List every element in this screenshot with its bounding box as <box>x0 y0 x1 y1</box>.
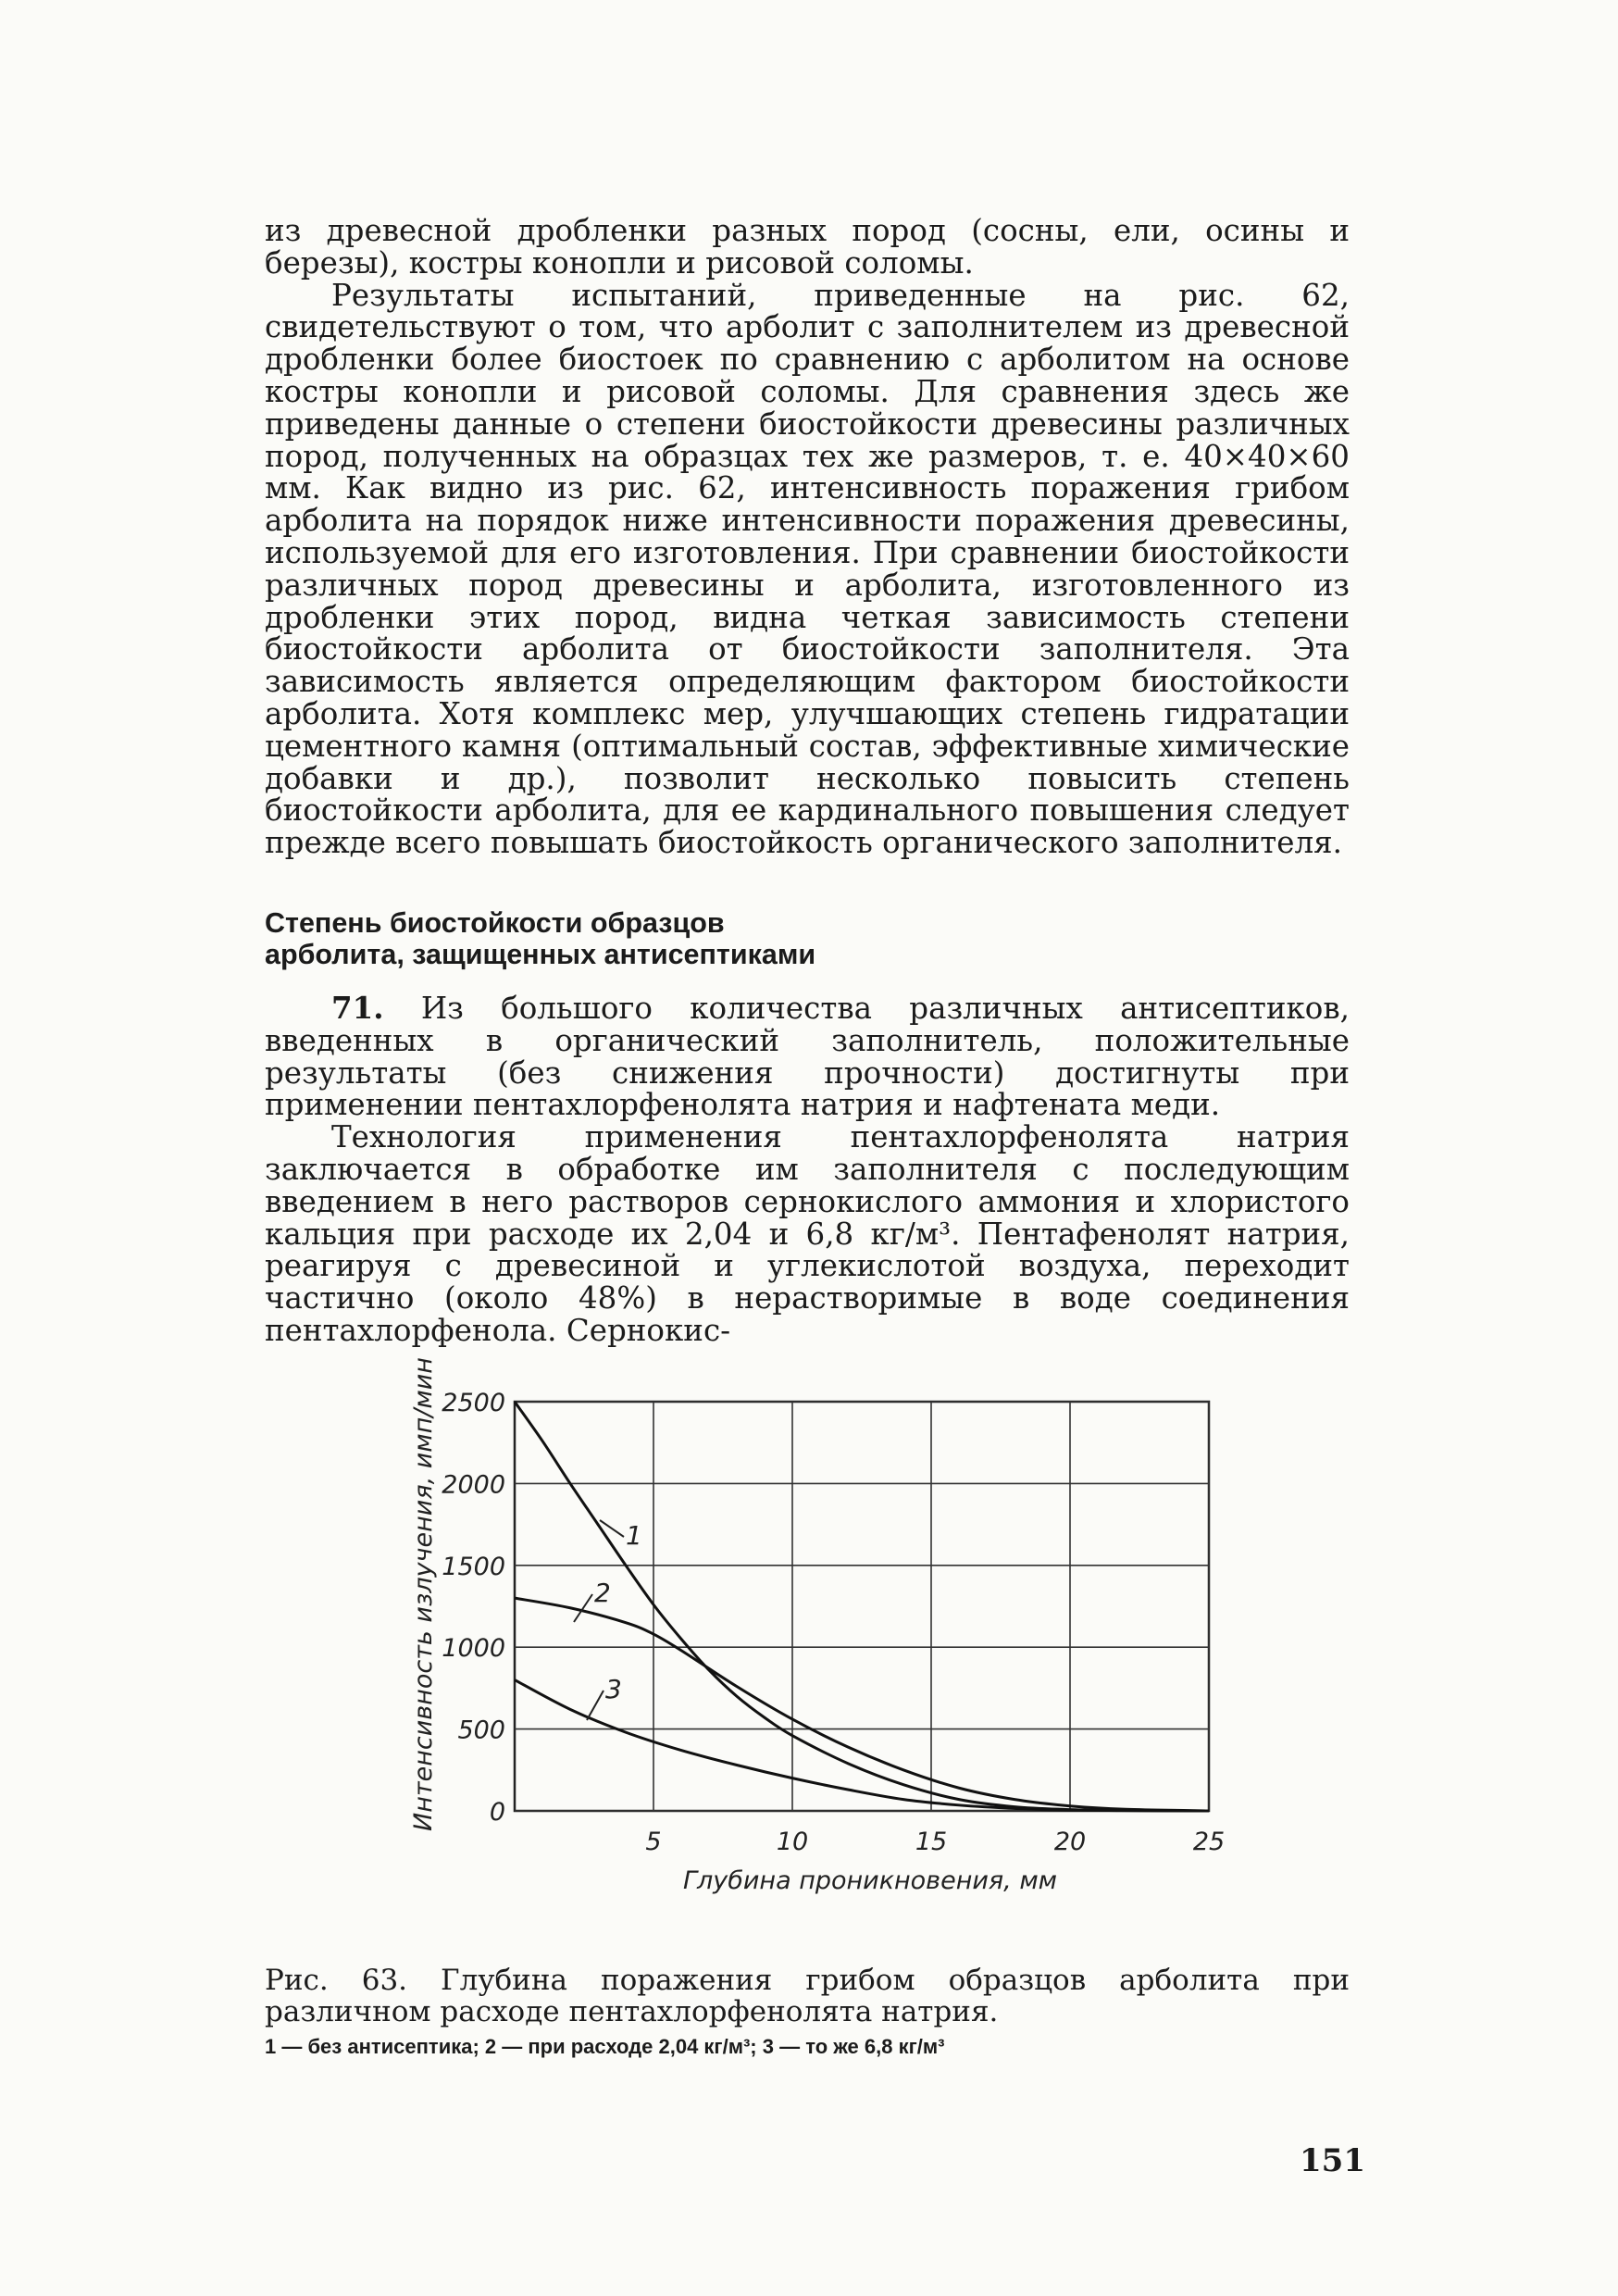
section-heading-line1: Степень биостойкости образцов <box>265 907 725 939</box>
paragraph-continuation: из древесной дробленки разных пород (сосны, ели, осины и березы), костры конопли и рисовой соломы. <box>265 213 1350 281</box>
paragraph-antiseptics-text: Из большого количества различных антисептиков, введенных в органический заполнитель, положительные результаты (без снижения прочности) достигнуты при применении пентахлорфенолята натрия и нафтената меди. <box>265 991 1350 1123</box>
curve-series-2 <box>515 1598 1209 1811</box>
curve-label-2: 2 <box>594 1578 611 1608</box>
x-tick-label-15: 15 <box>915 1828 948 1856</box>
paragraph-technology: Технология применения пентахлорфенолята натрия заключается в обработке им заполнителя с последующим введением в него растворов сернокислого аммония и хлористого кальция при расходе их 2,04 и 6,8 кг/м³. Пентафенолят натрия, реагируя с древесиной и углекислотой воздуха, переходит частично (около 48%) в нерастворимые в воде соединения пентахлорфенола. Сернокис- <box>265 1119 1350 1348</box>
page-number: 151 <box>1300 2142 1365 2179</box>
section-heading-line2: арболита, защищенных антисептиками <box>265 939 816 970</box>
figure-caption <box>265 1965 1350 2061</box>
y-tick-label-2500: 2500 <box>442 1389 505 1417</box>
plot-frame <box>515 1402 1209 1811</box>
x-tick-label-5: 5 <box>645 1828 662 1856</box>
curve-leader-3 <box>587 1691 604 1720</box>
x-axis-label: Глубина проникновения, мм <box>682 1866 1058 1895</box>
chart-curves <box>515 1402 1209 1811</box>
x-tick-label-10: 10 <box>776 1828 809 1856</box>
y-tick-label-500: 500 <box>457 1716 505 1745</box>
y-axis-label: Интенсивность излучения, имп/мин <box>409 1357 438 1831</box>
y-tick-label-2000: 2000 <box>442 1470 505 1500</box>
chart-grid <box>515 1402 1209 1811</box>
y-tick-label-1000: 1000 <box>442 1634 505 1664</box>
caption-legend: 1 — без антисептика; 2 — при расходе 2,04 кг/м³; 3 — то же 6,8 кг/м³ <box>265 2035 945 2058</box>
curve-label-1: 1 <box>626 1520 642 1551</box>
y-tick-label-0: 0 <box>489 1798 505 1827</box>
curve-series-1 <box>515 1402 1209 1811</box>
curve-label-3: 3 <box>605 1674 622 1704</box>
paragraph-results: Результаты испытаний, приведенные на рис. 62, свидетельствуют о том, что арболит с заполнителем из древесной дробленки более биостоек по сравнению с арболитом на основе костры конопли и рисовой соломы. Для сравнения здесь же приведены данные о степени биостойкости древесины различных пород, полученных на образцах тех же размеров, т. е. 40×40×60 мм. Как видно из рис. 62, интенсивность поражения грибом арболита на порядок ниже интенсивности поражения древесины, используемой для его изготовления. При сравнении биостойкости различных пород древесины и арболита, изготовленного из дробленки этих пород, видна четкая зависимость степени биостойкости арболита от биостойкости заполнителя. Эта зависимость является определяющим фактором биостойкости арболита. Хотя комплекс мер, улучшающих степень гидратации цементного камня (оптимальный состав, эффективные химические добавки и др.), позволит несколько повысить степень биостойкости арболита, для ее кардинального повышения следует прежде всего повышать биостойкость органического заполнителя. <box>265 277 1350 861</box>
section-number: 71. <box>331 990 384 1026</box>
x-tick-label-20: 20 <box>1053 1828 1087 1856</box>
caption-main: Рис. 63. Глубина поражения грибом образцов арболита при различном расходе пентахлорфенолята натрия. <box>265 1964 1350 2028</box>
y-tick-label-1500: 1500 <box>442 1552 505 1581</box>
x-tick-label-25: 25 <box>1192 1828 1226 1856</box>
